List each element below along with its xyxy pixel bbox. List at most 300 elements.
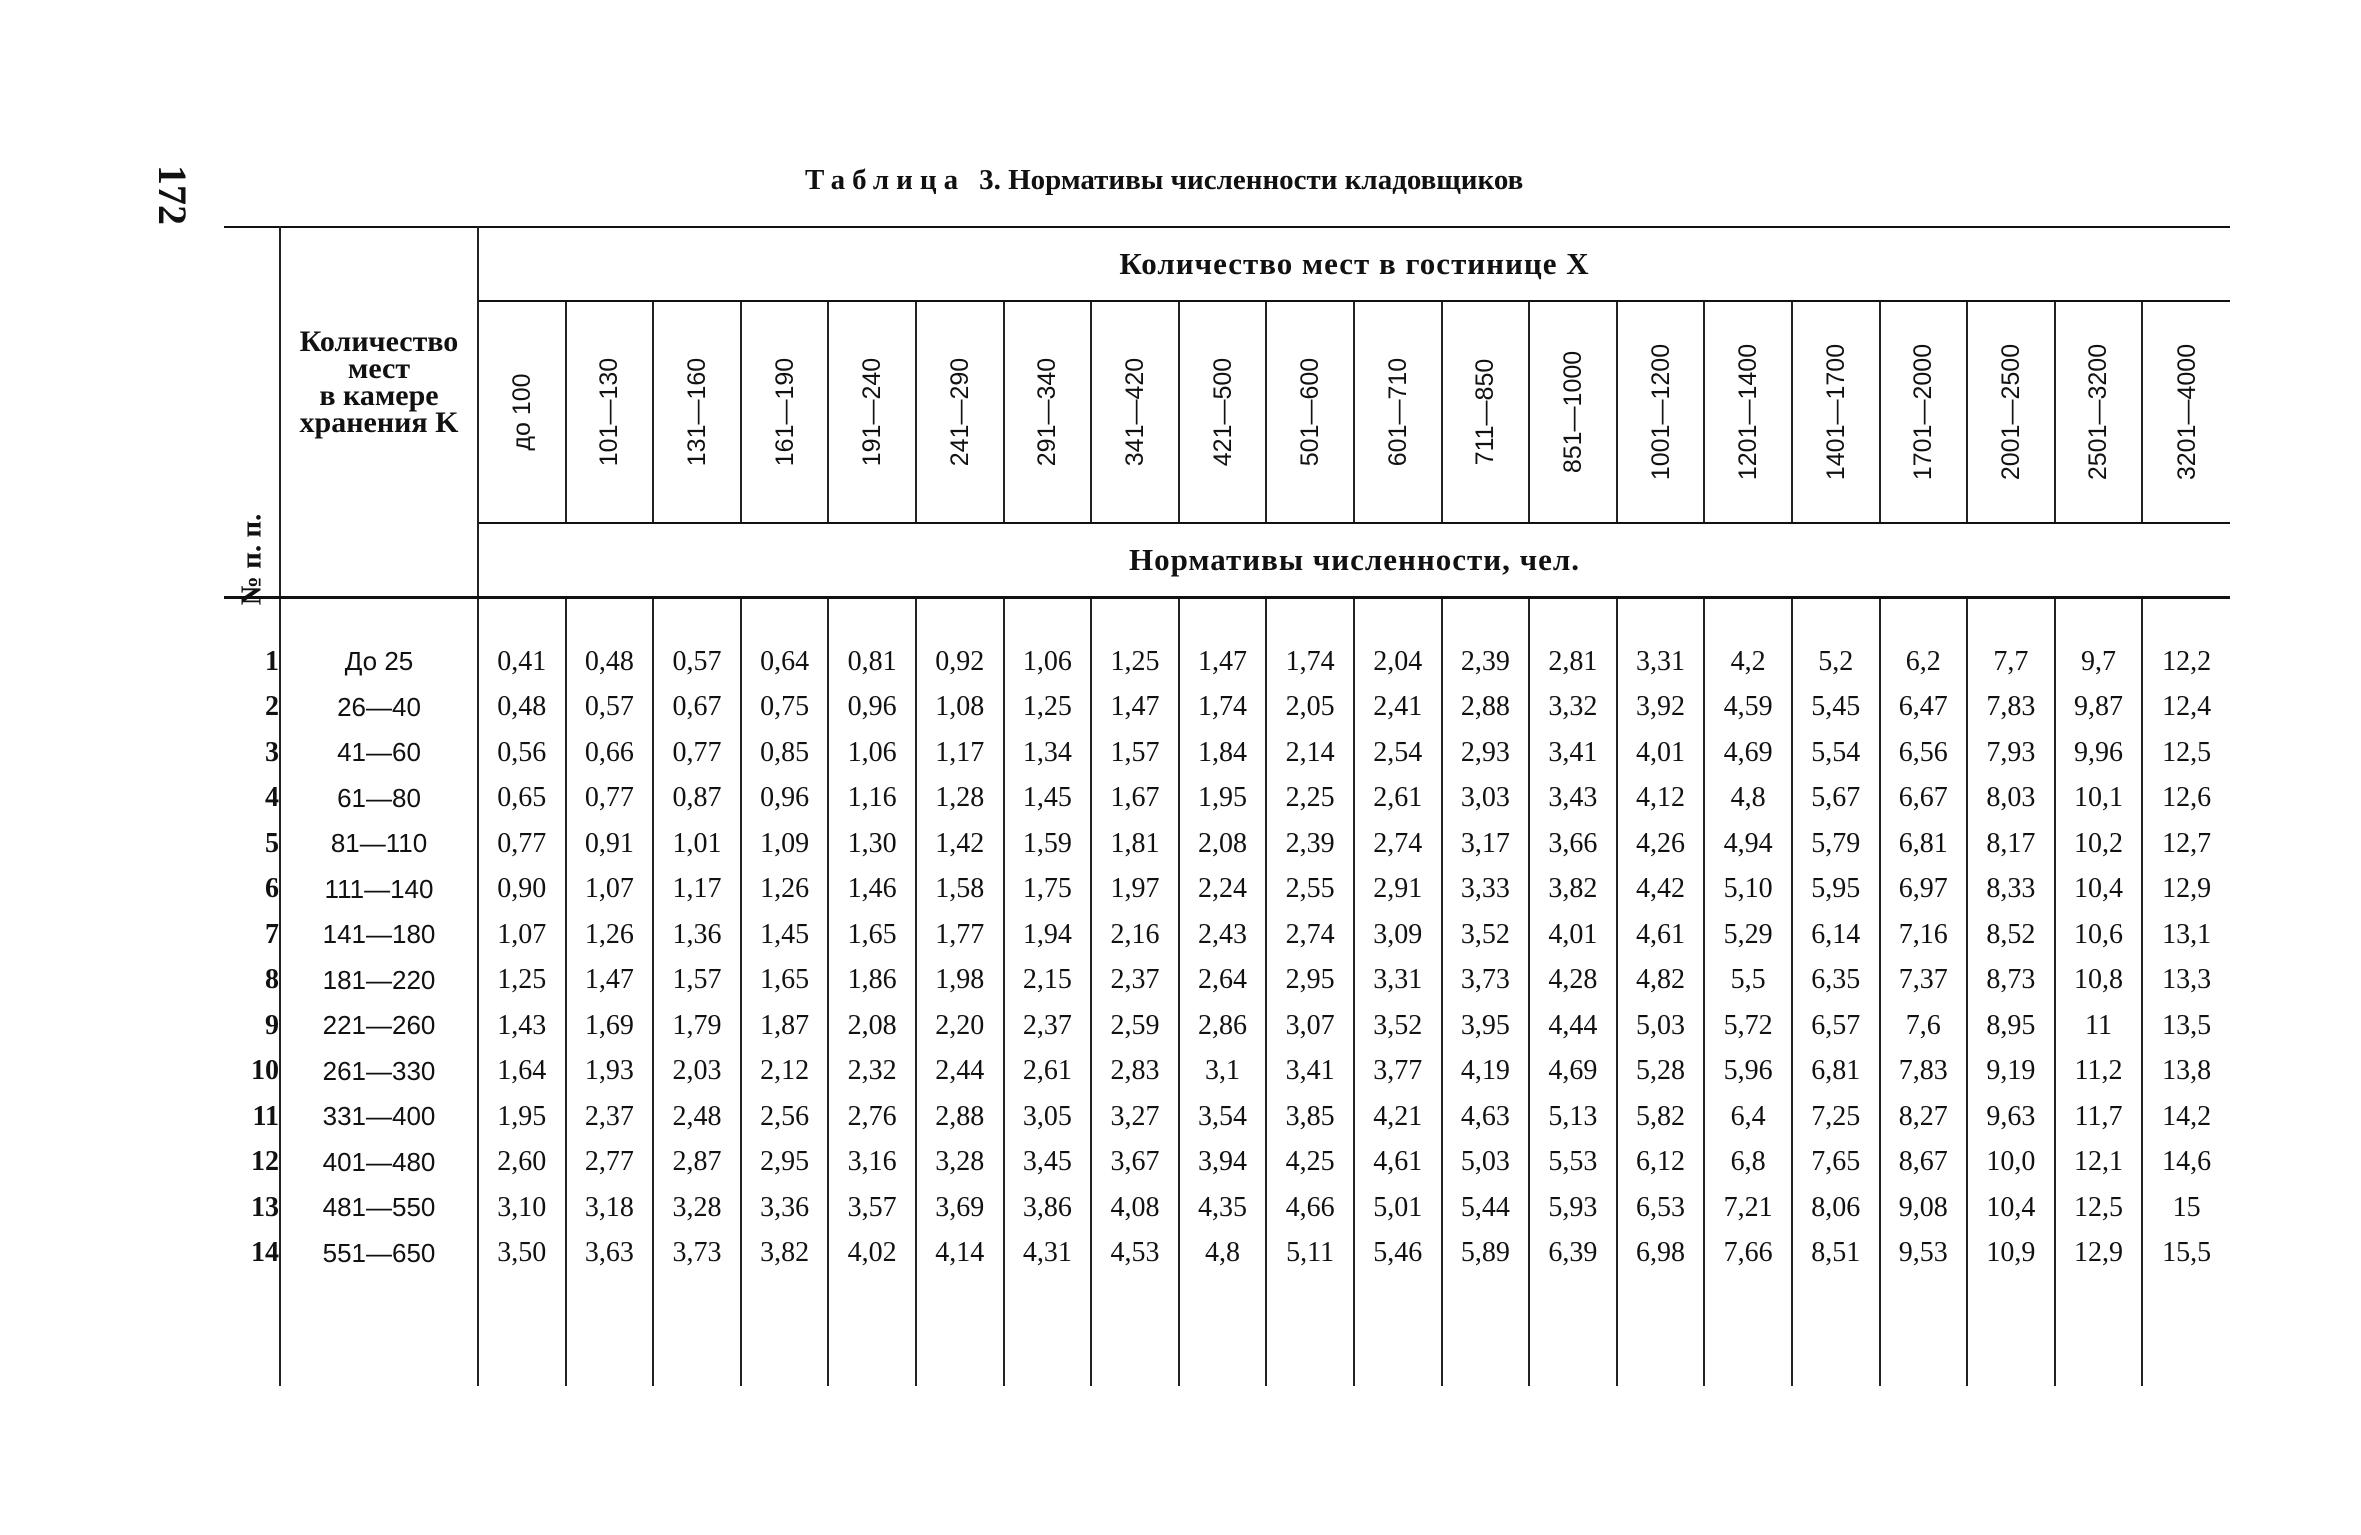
norm-value-cell: 2,37	[1091, 958, 1179, 1004]
norm-value-cell: 14,6	[2162, 1146, 2212, 1178]
range-header	[2055, 301, 2143, 523]
norm-value-cell: 3,85	[1266, 1094, 1354, 1140]
norm-value-cell: 1,25	[478, 958, 566, 1004]
norm-value-cell: 0,64	[741, 639, 829, 685]
norm-value-cell: 12,2	[2162, 645, 2212, 677]
storage-places-cell: 551—650	[280, 1231, 478, 1277]
norm-value-cell: 2,08	[1179, 821, 1267, 867]
spacer-cell	[478, 1276, 566, 1386]
norm-value-cell: 2,03	[653, 1049, 741, 1095]
range-header	[1004, 301, 1092, 523]
norm-value-cell: 3,05	[1004, 1094, 1092, 1140]
norm-value-cell: 2,25	[1266, 776, 1354, 822]
page-number: 172	[150, 165, 195, 225]
norm-value-cell: 7,65	[1792, 1140, 1880, 1186]
norm-value-cell: 4,69	[1529, 1049, 1617, 1095]
range-label: 101—130	[595, 357, 624, 467]
gap-row	[224, 598, 2230, 640]
norm-value-cell: 5,5	[1704, 958, 1792, 1004]
norm-value-cell: 2,64	[1179, 958, 1267, 1004]
norm-value-cell: 4,69	[1704, 730, 1792, 776]
norm-value-cell: 2,95	[1266, 958, 1354, 1004]
norm-value-cell: 1,79	[653, 1003, 741, 1049]
norm-value-cell: 3,95	[1442, 1003, 1530, 1049]
range-header	[916, 301, 1004, 523]
norm-value-cell: 4,01	[1617, 730, 1705, 776]
table-row	[224, 1049, 2230, 1095]
norm-value-cell: 0,41	[478, 639, 566, 685]
norm-value-cell: 2,54	[1354, 730, 1442, 776]
norm-value-cell: 3,77	[1354, 1049, 1442, 1095]
norm-value-cell: 3,86	[1004, 1185, 1092, 1231]
norm-value-cell: 0,57	[653, 639, 741, 685]
norm-value-cell: 4,2	[1704, 639, 1792, 685]
norm-value-cell: 9,63	[1967, 1094, 2055, 1140]
range-header	[1967, 301, 2055, 523]
norm-value-cell: 6,56	[1880, 730, 1968, 776]
table-row	[224, 821, 2230, 867]
norm-value-cell: 6,67	[1880, 776, 1968, 822]
norm-value-cell: 2,14	[1266, 730, 1354, 776]
spacer-cell	[1004, 598, 1092, 640]
norm-value-cell: 5,10	[1704, 867, 1792, 913]
range-header	[1617, 301, 1705, 523]
range-label: 161—190	[770, 357, 799, 467]
norm-value-cell: 1,57	[653, 958, 741, 1004]
norm-value-cell: 2,88	[916, 1094, 1004, 1140]
storage-places-cell: До 25	[280, 639, 478, 685]
spacer-cell	[1529, 598, 1617, 640]
spacer-cell	[224, 1276, 280, 1386]
norm-value-cell: 12,7	[2162, 827, 2212, 859]
caption-text: 3. Нормативы численности кладовщиков	[979, 164, 1524, 196]
norm-value-cell: 3,16	[828, 1140, 916, 1186]
norm-value-cell: 1,09	[741, 821, 829, 867]
norm-value-cell: 4,8	[1704, 776, 1792, 822]
storage-places-cell: 481—550	[280, 1185, 478, 1231]
range-header	[741, 301, 829, 523]
range-header	[1179, 301, 1267, 523]
norm-value-cell: 2,77	[566, 1140, 654, 1186]
table-row	[224, 639, 2230, 685]
table-row	[224, 1140, 2230, 1186]
norm-value-cell: 5,93	[1529, 1185, 1617, 1231]
storage-places-cell: 111—140	[280, 867, 478, 913]
rownum-header-text: № п. п.	[235, 513, 267, 606]
norm-value-cell: 3,45	[1004, 1140, 1092, 1186]
norm-value-cell: 2,41	[1354, 685, 1442, 731]
norm-value-cell: 12,5	[2055, 1185, 2143, 1231]
range-header	[1091, 301, 1179, 523]
range-label: 421—500	[1208, 357, 1237, 467]
norm-value-cell: 3,82	[1529, 867, 1617, 913]
norm-value-cell: 1,17	[916, 730, 1004, 776]
norm-value-cell: 1,74	[1179, 685, 1267, 731]
norm-value-cell: 7,66	[1704, 1231, 1792, 1277]
norm-value-cell: 7,37	[1880, 958, 1968, 1004]
range-header	[1442, 301, 1530, 523]
spacer-cell	[1704, 598, 1792, 640]
norm-value-cell: 4,8	[1179, 1231, 1267, 1277]
k-line: мест	[347, 352, 411, 385]
norm-value-cell: 5,45	[1792, 685, 1880, 731]
row-number: 8	[224, 958, 280, 1004]
norm-value-cell: 5,82	[1617, 1094, 1705, 1140]
norm-value-cell: 2,39	[1266, 821, 1354, 867]
spacer-cell	[1792, 1276, 1880, 1386]
norm-value-cell: 9,96	[2055, 730, 2143, 776]
norm-value-cell: 8,17	[1967, 821, 2055, 867]
norm-value-cell: 2,88	[1442, 685, 1530, 731]
norm-value-cell: 11,2	[2055, 1049, 2143, 1095]
range-label: 1401—1700	[1821, 343, 1850, 481]
table-row	[224, 776, 2230, 822]
norm-value-cell: 1,59	[1004, 821, 1092, 867]
norm-value-cell: 6,47	[1880, 685, 1968, 731]
norm-value-cell: 1,06	[828, 730, 916, 776]
norm-value-cell: 4,21	[1354, 1094, 1442, 1140]
norm-value-cell: 6,35	[1792, 958, 1880, 1004]
norm-value-cell: 7,6	[1880, 1003, 1968, 1049]
norm-value-cell: 3,54	[1179, 1094, 1267, 1140]
norm-value-cell: 2,37	[566, 1094, 654, 1140]
range-label: 191—240	[858, 357, 887, 467]
range-label: 711—850	[1471, 358, 1500, 466]
table-caption	[805, 160, 1625, 200]
spacer-cell	[1442, 598, 1530, 640]
range-header	[1266, 301, 1354, 523]
norm-value-cell: 6,81	[1792, 1049, 1880, 1095]
norm-value-cell: 1,65	[741, 958, 829, 1004]
norm-value-cell: 8,67	[1880, 1140, 1968, 1186]
norm-value-cell: 12,1	[2055, 1140, 2143, 1186]
k-line: в камере	[319, 379, 439, 412]
norm-value-cell: 3,52	[1442, 912, 1530, 958]
norm-value-cell: 4,19	[1442, 1049, 1530, 1095]
norm-value-cell: 1,58	[916, 867, 1004, 913]
norm-value-cell: 5,54	[1792, 730, 1880, 776]
norm-value-cell: 8,03	[1967, 776, 2055, 822]
norm-value-cell: 2,61	[1004, 1049, 1092, 1095]
storage-places-cell: 61—80	[280, 776, 478, 822]
norm-value-cell: 2,74	[1266, 912, 1354, 958]
norm-value-cell: 4,66	[1266, 1185, 1354, 1231]
norm-value-cell: 4,31	[1004, 1231, 1092, 1277]
norm-value-cell: 1,47	[1179, 639, 1267, 685]
storage-places-cell: 81—110	[280, 821, 478, 867]
norm-value-cell: 1,17	[653, 867, 741, 913]
norm-value-cell: 2,32	[828, 1049, 916, 1095]
norm-value-cell: 1,16	[828, 776, 916, 822]
norm-value-cell: 2,87	[653, 1140, 741, 1186]
norm-value-cell: 4,35	[1179, 1185, 1267, 1231]
storage-places-cell: 141—180	[280, 912, 478, 958]
spacer-cell	[1792, 598, 1880, 640]
norm-value-cell: 1,67	[1091, 776, 1179, 822]
row-number: 9	[224, 1003, 280, 1049]
norm-value-cell: 1,57	[1091, 730, 1179, 776]
norm-value-cell: 5,01	[1354, 1185, 1442, 1231]
spacer-cell	[566, 1276, 654, 1386]
range-label: 3201—4000	[2172, 343, 2201, 481]
norm-value-cell: 1,07	[566, 867, 654, 913]
spacer-cell	[828, 1276, 916, 1386]
rownum-header	[224, 227, 280, 606]
norm-value-cell: 10,4	[1967, 1185, 2055, 1231]
norm-value-cell: 3,31	[1617, 639, 1705, 685]
norm-value-cell: 8,51	[1792, 1231, 1880, 1277]
norm-value-cell: 3,03	[1442, 776, 1530, 822]
norm-value-cell: 1,34	[1004, 730, 1092, 776]
norm-value-cell: 0,96	[741, 776, 829, 822]
norm-value-cell: 8,52	[1967, 912, 2055, 958]
norm-value-cell: 3,09	[1354, 912, 1442, 958]
norm-value-cell: 3,1	[1179, 1049, 1267, 1095]
norm-value-cell: 1,74	[1266, 639, 1354, 685]
norm-value-cell: 2,61	[1354, 776, 1442, 822]
spacer-cell	[2055, 1276, 2143, 1386]
norm-value-cell: 14,2	[2162, 1100, 2212, 1132]
range-header	[1354, 301, 1442, 523]
norm-value-cell: 2,05	[1266, 685, 1354, 731]
norm-value-cell: 3,28	[916, 1140, 1004, 1186]
norm-value-cell: 10,8	[2055, 958, 2143, 1004]
norm-value-cell: 2,91	[1354, 867, 1442, 913]
norm-value-cell: 3,66	[1529, 821, 1617, 867]
norm-value-cell: 5,79	[1792, 821, 1880, 867]
norm-value-cell: 2,93	[1442, 730, 1530, 776]
norm-value-cell: 5,67	[1792, 776, 1880, 822]
spacer-cell	[1704, 1276, 1792, 1386]
norm-value-cell: 1,45	[741, 912, 829, 958]
row-number: 13	[224, 1185, 280, 1231]
norm-value-cell: 1,86	[828, 958, 916, 1004]
row-number: 5	[224, 821, 280, 867]
norm-value-cell: 2,76	[828, 1094, 916, 1140]
spacer-cell	[2142, 1276, 2230, 1386]
norm-value-cell: 3,69	[916, 1185, 1004, 1231]
table-body	[224, 598, 2230, 1387]
norm-value-cell: 2,81	[1529, 639, 1617, 685]
norm-value-cell: 6,12	[1617, 1140, 1705, 1186]
norm-value-cell: 1,98	[916, 958, 1004, 1004]
norm-value-cell: 2,39	[1442, 639, 1530, 685]
norm-value-cell: 2,86	[1179, 1003, 1267, 1049]
range-header	[653, 301, 741, 523]
norm-value-cell: 3,10	[478, 1185, 566, 1231]
norm-value-cell: 3,73	[1442, 958, 1530, 1004]
norm-value-cell: 0,77	[566, 776, 654, 822]
spacer-cell	[1880, 598, 1968, 640]
norm-value-cell: 2,95	[741, 1140, 829, 1186]
norm-value-cell: 2,24	[1179, 867, 1267, 913]
range-label: 341—420	[1120, 357, 1149, 467]
row-number: 10	[224, 1049, 280, 1095]
norm-value-cell: 3,28	[653, 1185, 741, 1231]
range-label: 2001—2500	[1996, 343, 2025, 481]
norm-value-cell: 12,9	[2055, 1231, 2143, 1277]
norm-value-cell: 7,16	[1880, 912, 1968, 958]
norm-value-cell: 3,43	[1529, 776, 1617, 822]
spacer-cell	[1266, 1276, 1354, 1386]
norm-value-cell: 4,02	[828, 1231, 916, 1277]
norm-value-cell: 0,85	[741, 730, 829, 776]
spacer-cell	[566, 598, 654, 640]
range-label: 1001—1200	[1646, 343, 1675, 481]
spacer-cell	[1004, 1276, 1092, 1386]
range-label: 291—340	[1033, 357, 1062, 467]
norm-value-cell: 2,12	[741, 1049, 829, 1095]
norm-value-cell: 15,5	[2162, 1237, 2212, 1269]
range-label: 601—710	[1383, 357, 1412, 467]
norm-value-cell: 4,61	[1617, 912, 1705, 958]
spacer-cell	[280, 598, 478, 640]
norm-value-cell: 1,26	[566, 912, 654, 958]
row-number: 12	[224, 1140, 280, 1186]
table-row	[224, 730, 2230, 776]
norm-value-cell: 8,95	[1967, 1003, 2055, 1049]
norm-value-cell: 5,46	[1354, 1231, 1442, 1277]
norm-value-cell: 0,96	[828, 685, 916, 731]
range-label: 2501—3200	[2084, 343, 2113, 481]
norm-value-cell: 4,82	[1617, 958, 1705, 1004]
norm-value-cell: 10,4	[2055, 867, 2143, 913]
norm-value-cell: 1,01	[653, 821, 741, 867]
norm-value-cell: 0,77	[478, 821, 566, 867]
norm-value-cell: 8,06	[1792, 1185, 1880, 1231]
caption-label: Таблица	[805, 164, 966, 196]
norm-value-cell: 3,92	[1617, 685, 1705, 731]
norm-value-cell: 12,6	[2162, 782, 2212, 814]
norm-value-cell: 2,43	[1179, 912, 1267, 958]
norm-value-cell: 13,3	[2162, 964, 2212, 996]
row-number: 11	[224, 1094, 280, 1140]
spacer-cell	[1880, 1276, 1968, 1386]
norm-value-cell: 12,5	[2162, 736, 2212, 768]
norm-value-cell: 1,28	[916, 776, 1004, 822]
norm-value-cell: 11	[2055, 1003, 2143, 1049]
norm-value-cell: 1,81	[1091, 821, 1179, 867]
norm-value-cell: 0,91	[566, 821, 654, 867]
norm-value-cell: 1,25	[1091, 639, 1179, 685]
norm-value-cell: 4,59	[1704, 685, 1792, 731]
norm-value-cell: 0,56	[478, 730, 566, 776]
range-header	[1704, 301, 1792, 523]
norm-value-cell: 2,44	[916, 1049, 1004, 1095]
spacer-cell	[916, 598, 1004, 640]
norm-value-cell: 4,63	[1442, 1094, 1530, 1140]
norm-value-cell: 4,53	[1091, 1231, 1179, 1277]
norm-value-cell: 1,36	[653, 912, 741, 958]
spacer-cell	[1442, 1276, 1530, 1386]
norm-value-cell: 3,57	[828, 1185, 916, 1231]
norm-value-cell: 5,72	[1704, 1003, 1792, 1049]
range-label: 241—290	[945, 357, 974, 467]
norm-value-cell: 12,9	[2162, 873, 2212, 905]
norm-value-cell: 1,07	[478, 912, 566, 958]
norm-value-cell: 1,47	[566, 958, 654, 1004]
norm-value-cell: 4,94	[1704, 821, 1792, 867]
range-header	[828, 301, 916, 523]
norm-value-cell: 1,08	[916, 685, 1004, 731]
table-row	[224, 912, 2230, 958]
norm-value-cell: 6,57	[1792, 1003, 1880, 1049]
spacer-cell	[916, 1276, 1004, 1386]
norm-value-cell: 0,66	[566, 730, 654, 776]
norm-value-cell: 8,27	[1880, 1094, 1968, 1140]
norm-value-cell: 10,6	[2055, 912, 2143, 958]
spacer-cell	[653, 1276, 741, 1386]
norm-value-cell: 9,7	[2055, 639, 2143, 685]
norm-value-cell: 5,11	[1266, 1231, 1354, 1277]
norm-value-cell: 1,30	[828, 821, 916, 867]
norm-value-cell: 0,48	[566, 639, 654, 685]
norm-value-cell: 3,18	[566, 1185, 654, 1231]
norm-value-cell: 6,98	[1617, 1231, 1705, 1277]
norm-value-cell: 1,87	[741, 1003, 829, 1049]
spacer-cell	[1967, 1276, 2055, 1386]
spacer-cell	[1354, 598, 1442, 640]
row-number: 7	[224, 912, 280, 958]
norm-value-cell: 2,20	[916, 1003, 1004, 1049]
spacer-cell	[828, 598, 916, 640]
range-header	[478, 301, 566, 523]
norm-value-cell: 1,06	[1004, 639, 1092, 685]
norm-value-cell: 3,73	[653, 1231, 741, 1277]
norm-value-cell: 2,55	[1266, 867, 1354, 913]
norm-value-cell: 1,65	[828, 912, 916, 958]
norms-header: Нормативы численности, чел.	[478, 523, 2230, 598]
norm-value-cell: 0,77	[653, 730, 741, 776]
norm-value-cell: 1,69	[566, 1003, 654, 1049]
norm-value-cell: 2,74	[1354, 821, 1442, 867]
spacer-cell	[1617, 598, 1705, 640]
norm-value-cell: 6,2	[1880, 639, 1968, 685]
norms-table	[224, 226, 2230, 1386]
norm-value-cell: 1,75	[1004, 867, 1092, 913]
norm-value-cell: 1,93	[566, 1049, 654, 1095]
table-row	[224, 1231, 2230, 1277]
spacer-cell	[1179, 598, 1267, 640]
table-row	[224, 1185, 2230, 1231]
range-header	[566, 301, 654, 523]
table-row	[224, 1003, 2230, 1049]
norm-value-cell: 5,13	[1529, 1094, 1617, 1140]
norm-value-cell: 2,83	[1091, 1049, 1179, 1095]
norm-value-cell: 15	[2172, 1191, 2201, 1223]
norm-value-cell: 3,82	[741, 1231, 829, 1277]
range-header	[1792, 301, 1880, 523]
norm-value-cell: 3,36	[741, 1185, 829, 1231]
range-label: 851—1000	[1558, 350, 1587, 474]
norm-value-cell: 10,9	[1967, 1231, 2055, 1277]
spacer-cell	[1617, 1276, 1705, 1386]
spacer-cell	[1091, 598, 1179, 640]
norm-value-cell: 6,4	[1704, 1094, 1792, 1140]
norm-value-cell: 4,26	[1617, 821, 1705, 867]
norm-value-cell: 13,8	[2162, 1055, 2212, 1087]
spacer-cell	[741, 1276, 829, 1386]
spacer-cell	[1529, 1276, 1617, 1386]
table-row	[224, 867, 2230, 913]
norm-value-cell: 2,04	[1354, 639, 1442, 685]
norm-value-cell: 3,32	[1529, 685, 1617, 731]
spacer-cell	[2142, 598, 2230, 640]
norm-value-cell: 2,56	[741, 1094, 829, 1140]
spacer-cell	[2055, 598, 2143, 640]
norm-value-cell: 0,81	[828, 639, 916, 685]
norm-value-cell: 6,8	[1704, 1140, 1792, 1186]
